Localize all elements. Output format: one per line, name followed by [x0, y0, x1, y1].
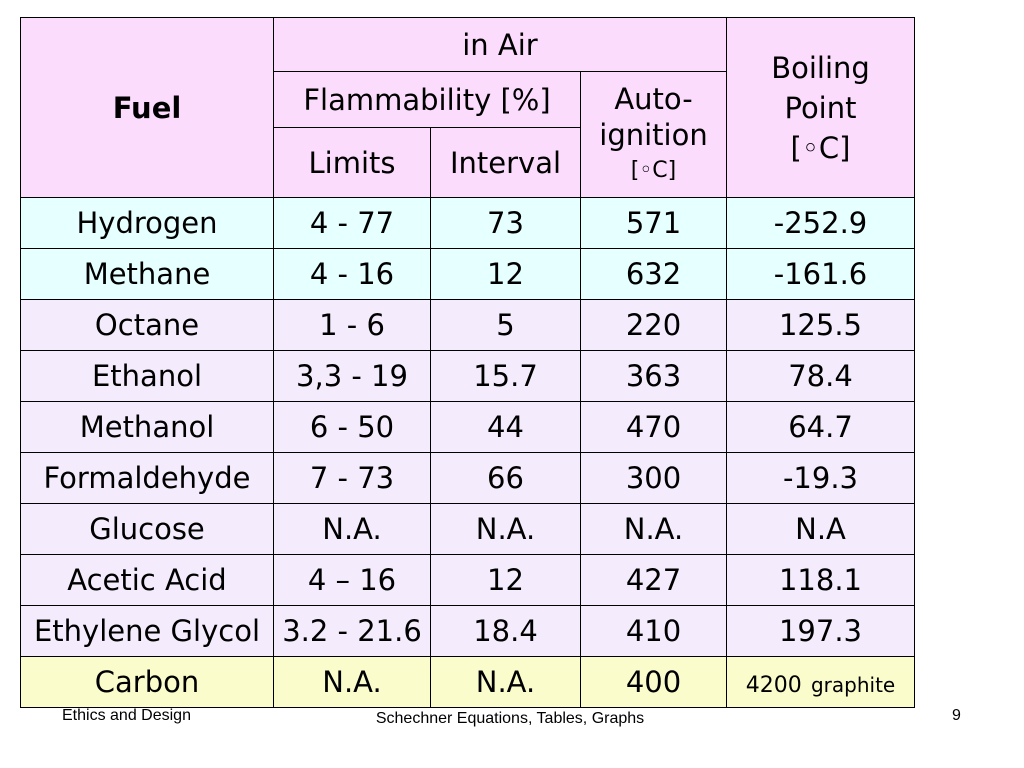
- cell-boiling-note: graphite: [810, 673, 896, 697]
- cell-interval: 15.7: [431, 351, 581, 402]
- cell-fuel: Carbon: [21, 657, 274, 708]
- cell-limits: 1 - 6: [274, 300, 431, 351]
- header-flammability: Flammability [%]: [274, 72, 581, 128]
- cell-boiling: -252.9: [727, 198, 915, 249]
- cell-limits: N.A.: [274, 504, 431, 555]
- cell-boiling: N.A: [727, 504, 915, 555]
- header-fuel: Fuel: [21, 18, 274, 198]
- table-row: [21, 249, 915, 300]
- cell-fuel: Acetic Acid: [21, 555, 274, 606]
- table-row: [21, 453, 915, 504]
- cell-fuel: Methanol: [21, 402, 274, 453]
- cell-fuel: Ethylene Glycol: [21, 606, 274, 657]
- cell-boiling: [727, 657, 915, 708]
- cell-limits: N.A.: [274, 657, 431, 708]
- cell-interval: N.A.: [431, 504, 581, 555]
- cell-interval: 12: [431, 555, 581, 606]
- cell-interval: 66: [431, 453, 581, 504]
- header-boiling-line2: Point: [784, 90, 857, 125]
- cell-interval: N.A.: [431, 657, 581, 708]
- table-row: [21, 402, 915, 453]
- header-autoignition-unit: [◦C]: [630, 157, 677, 183]
- cell-boiling-value: 4200: [745, 673, 802, 698]
- cell-autoignition: 470: [581, 402, 727, 453]
- header-limits: Limits: [274, 128, 431, 198]
- cell-fuel: Formaldehyde: [21, 453, 274, 504]
- cell-autoignition: 427: [581, 555, 727, 606]
- cell-boiling: -19.3: [727, 453, 915, 504]
- cell-limits: 3.2 - 21.6: [274, 606, 431, 657]
- cell-boiling: 78.4: [727, 351, 915, 402]
- header-row-1: [21, 18, 915, 72]
- cell-autoignition: 220: [581, 300, 727, 351]
- fuel-properties-table: [20, 17, 915, 708]
- cell-autoignition: 300: [581, 453, 727, 504]
- header-autoignition-line1: Auto-: [614, 81, 693, 116]
- table-row: [21, 504, 915, 555]
- cell-boiling: -161.6: [727, 249, 915, 300]
- cell-interval: 44: [431, 402, 581, 453]
- cell-limits: 4 – 16: [274, 555, 431, 606]
- table-row: [21, 606, 915, 657]
- cell-autoignition: N.A.: [581, 504, 727, 555]
- cell-boiling: 64.7: [727, 402, 915, 453]
- cell-autoignition: 400: [581, 657, 727, 708]
- footer-middle-text: Schechner Equations, Tables, Graphs: [375, 710, 645, 727]
- page-number: 9: [952, 707, 961, 724]
- table-row: [21, 351, 915, 402]
- header-boiling-point: [727, 18, 915, 198]
- cell-autoignition: 410: [581, 606, 727, 657]
- cell-interval: 73: [431, 198, 581, 249]
- cell-interval: 18.4: [431, 606, 581, 657]
- table-row: [21, 300, 915, 351]
- cell-limits: 4 - 77: [274, 198, 431, 249]
- cell-limits: 6 - 50: [274, 402, 431, 453]
- cell-limits: 7 - 73: [274, 453, 431, 504]
- cell-limits: 4 - 16: [274, 249, 431, 300]
- header-in-air: in Air: [274, 18, 727, 72]
- cell-fuel: Octane: [21, 300, 274, 351]
- header-interval: Interval: [431, 128, 581, 198]
- header-autoignition-line2: ignition: [599, 117, 708, 152]
- header-autoignition: [581, 72, 727, 198]
- cell-fuel: Ethanol: [21, 351, 274, 402]
- table-row: [21, 657, 915, 708]
- header-boiling-unit: [◦C]: [790, 130, 851, 165]
- cell-autoignition: 363: [581, 351, 727, 402]
- header-boiling-line1: Boiling: [771, 50, 870, 85]
- table-row: [21, 198, 915, 249]
- cell-boiling: 125.5: [727, 300, 915, 351]
- cell-autoignition: 632: [581, 249, 727, 300]
- cell-interval: 5: [431, 300, 581, 351]
- cell-boiling: 197.3: [727, 606, 915, 657]
- footer-left-text: Ethics and Design: [62, 707, 191, 724]
- cell-limits: 3,3 - 19: [274, 351, 431, 402]
- cell-fuel: Hydrogen: [21, 198, 274, 249]
- cell-fuel: Methane: [21, 249, 274, 300]
- cell-interval: 12: [431, 249, 581, 300]
- table-row: [21, 555, 915, 606]
- cell-autoignition: 571: [581, 198, 727, 249]
- cell-boiling: 118.1: [727, 555, 915, 606]
- cell-fuel: Glucose: [21, 504, 274, 555]
